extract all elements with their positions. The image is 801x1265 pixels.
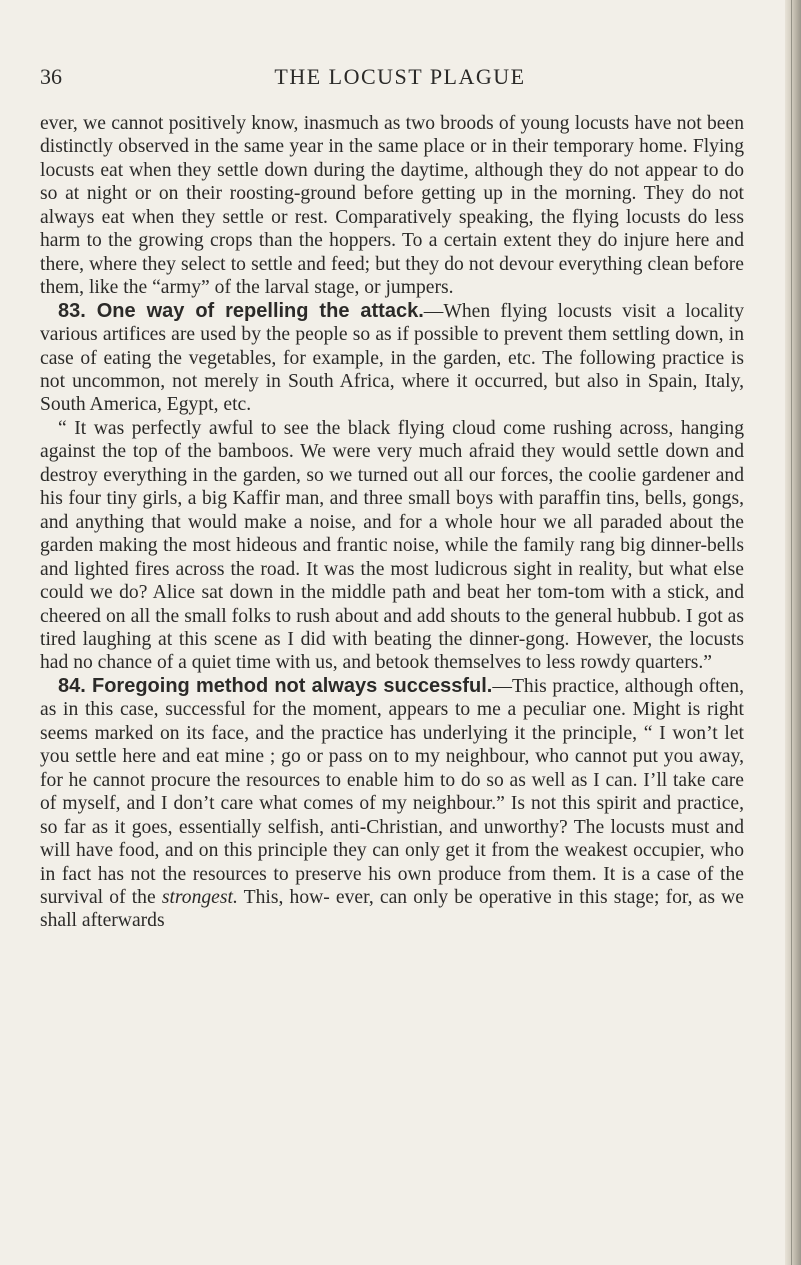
emphasis-strongest: strongest.: [161, 886, 238, 908]
body-text: [40, 112, 744, 933]
running-head: THE LOCUST PLAGUE: [274, 64, 526, 89]
page-edge: [785, 0, 801, 1265]
paragraph-3-text: “ It was perfectly awful to see the black flying cloud come rushing across, hanging against the top of the bamboos. We were very much afraid they would settle down and destroy everything in the garden, so we turned out all our forces, the coolie gardener and his four tiny girls, a big Kaffir man, and three small boys with paraffin tins, bells, gongs, and anything that would make a noise, and for a whole hour we all paraded about the garden making the most hideous and frantic noise, while the family rang big dinner-bells and lighted fires across the road. It was the most ludicrous sight in reality, but what else could we do? Alice sat down in the middle path and beat her tom-tom with a stick, and cheered on all the small folks to rush about and add shouts to the general hubbub. I got as tired laughing at this scene as I did with beating the dinner-gong. However, the locusts had no chance of a quiet time with us, and betook themselves to less rowdy quarters.”: [40, 417, 744, 674]
paragraph-4-text: —This practice, although often, as in this case, successful for the moment, appears to me a peculiar one. Might is right seems marked on its face, and the practice has underlying it the principle, “ I won’t let you settle here and eat mine ; go or pass on to my neighbour, who cannot put you away, for he cannot procure the resources to enable him to do so as well as I can. I’ll take care of myself, and I don’t care what comes of my neighbour.” Is not this spirit and practice, so far as it goes, essentially selfish, anti-Christian, and unworthy? The locusts must and will have food, and on this principle they can only get it from the weakest occupier, who in fact has not the resources to preserve his own produce from them. It is a case of the survival of the: [40, 675, 744, 908]
page-number: 36: [40, 64, 62, 89]
paragraph-4-text-after: This, how- ever, can only be operative in this stage; for, as we shall afterwards: [40, 886, 744, 932]
paragraph-2-text: —When flying locusts visit a locality various artifices are used by the people so as if possible to prevent them settling down, in case of eating the vegetables, for example, in the garden, etc. The following practice is not uncommon, not merely in South Africa, where it occurred, but also in Spain, Italy, South America, Egypt, etc.: [40, 300, 744, 416]
page-edge-line: [791, 0, 792, 1265]
paragraph-4: [40, 675, 744, 933]
paragraph-1-text: ever, we cannot positively know, inasmuch as two broods of young locusts have not been distinctly observed in the same year in the same place or in their temporary home. Flying locusts eat when they settle down during the daytime, although they do not appear to do so at night or on their roosting-ground before getting up in the morning. They do not always eat when they settle or rest. Comparatively speaking, the flying locusts do less harm to the growing crops than the hoppers. To a certain extent they do injure here and there, where they select to settle and feed; but they do not devour everything clean before them, like the “army” of the larval stage, or jumpers.: [40, 113, 744, 299]
paragraph-1: [40, 112, 744, 300]
paragraph-3-quote: [40, 417, 744, 675]
section-heading-84: 84. Foregoing method not always successful.: [58, 674, 493, 697]
section-heading-83: 83. One way of repelling the attack.: [58, 299, 424, 322]
paragraph-2: [40, 300, 744, 417]
page-header: [40, 62, 740, 92]
